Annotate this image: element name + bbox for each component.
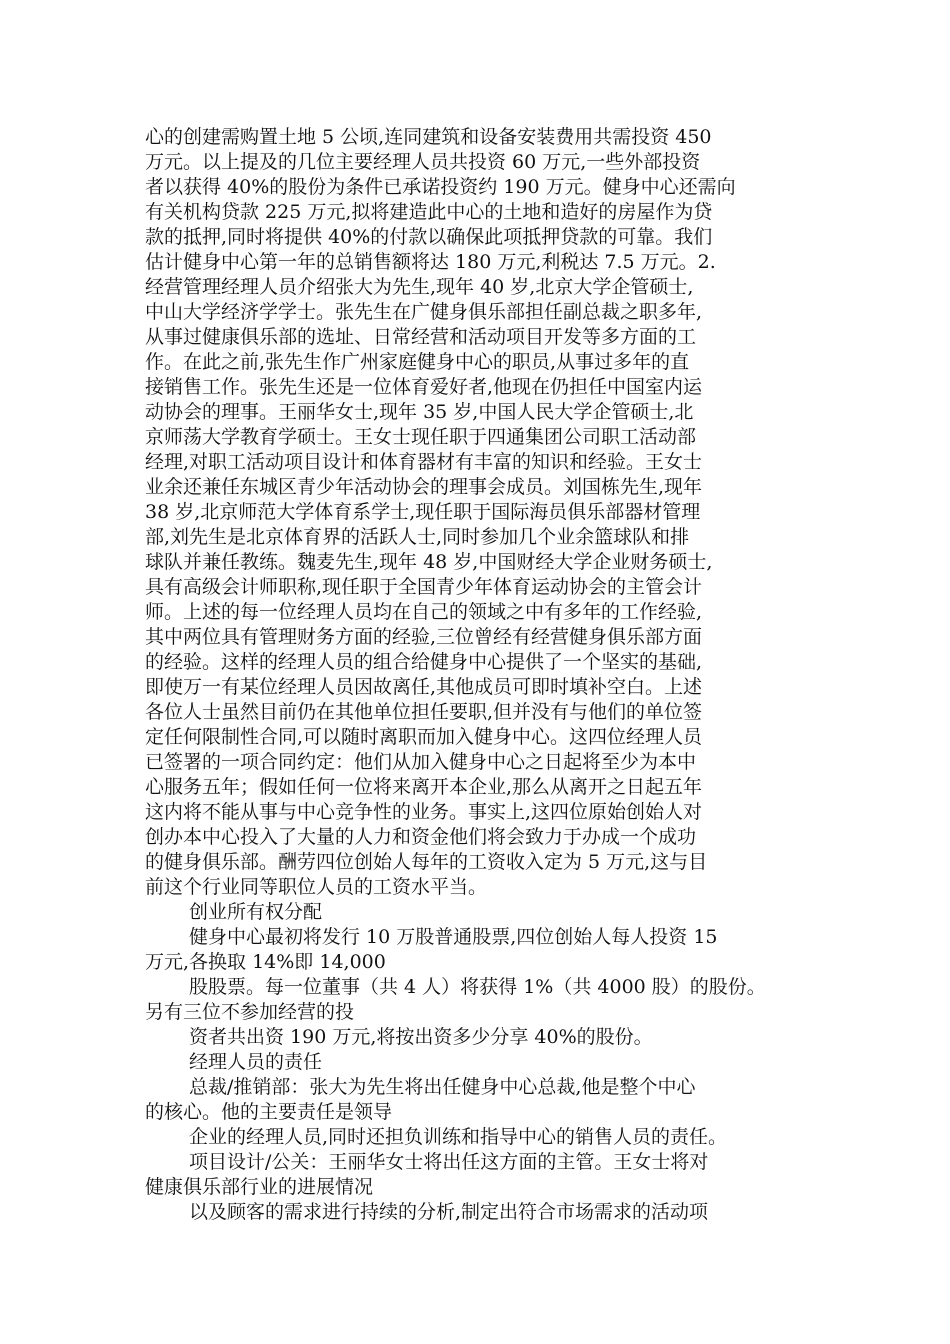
text-line: 的经验。这样的经理人员的组合给健身中心提供了一个坚实的基础,: [145, 651, 703, 673]
text-line: 的核心。他的主要责任是领导: [145, 1101, 393, 1123]
text-line: 定任何限制性合同,可以随时离职而加入健身中心。这四位经理人员: [145, 726, 703, 748]
text-line: 经营管理经理人员介绍张大为先生,现年 40 岁,北京大学企管硕士,: [145, 276, 694, 298]
text-line: 总裁/推销部：张大为先生将出任健身中心总裁,他是整个中心: [189, 1076, 696, 1098]
text-line: 股股票。每一位董事（共 4 人）将获得 1%（共 4000 股）的股份。: [189, 976, 766, 998]
text-line: 京师荡大学教育学硕士。王女士现任职于四通集团公司职工活动部: [145, 426, 697, 448]
text-line: 作。在此之前,张先生作广州家庭健身中心的职员,从事过多年的直: [145, 351, 690, 373]
text-line: 心服务五年；假如任何一位将来离开本企业,那么从离开之日起五年: [145, 776, 703, 798]
text-line: 的健身俱乐部。酬劳四位创始人每年的工资收入定为 5 万元,这与目: [145, 851, 708, 873]
text-line: 从事过健康俱乐部的选址、日常经营和活动项目开发等多方面的工: [145, 326, 697, 348]
text-line: 创业所有权分配: [189, 901, 323, 923]
text-line: 动协会的理事。王丽华女士,现年 35 岁,中国人民大学企管硕士,北: [145, 401, 694, 423]
text-line: 其中两位具有管理财务方面的经验,三位曾经有经营健身俱乐部方面: [145, 626, 703, 648]
text-line: 业余还兼任东城区青少年活动协会的理事会成员。刘国栋先生,现年: [145, 476, 703, 498]
text-line: 各位人士虽然目前仍在其他单位担任要职,但并没有与他们的单位签: [145, 701, 703, 723]
text-line: 这内将不能从事与中心竞争性的业务。事实上,这四位原始创始人对: [145, 801, 703, 823]
text-line: 即使万一有某位经理人员因故离任,其他成员可即时填补空白。上述: [145, 676, 703, 698]
text-line: 球队并兼任教练。魏麦先生,现年 48 岁,中国财经大学企业财务硕士,: [145, 551, 713, 573]
text-line: 中山大学经济学学士。张先生在广健身俱乐部担任副总裁之职多年,: [145, 301, 703, 323]
text-line: 前这个行业同等职位人员的工资水平当。: [145, 876, 488, 898]
text-line: 已签署的一项合同约定：他们从加入健身中心之日起将至少为本中: [145, 751, 697, 773]
text-line: 企业的经理人员,同时还担负训练和指导中心的销售人员的责任。: [189, 1126, 728, 1148]
text-line: 健康俱乐部行业的进展情况: [145, 1176, 374, 1198]
text-line: 接销售工作。张先生还是一位体育爱好者,他现在仍担任中国室内运: [145, 376, 703, 398]
text-line: 经理,对职工活动项目设计和体育器材有丰富的知识和经验。王女士: [145, 451, 703, 473]
text-line: 资者共出资 190 万元,将按出资多少分享 40%的股份。: [189, 1026, 653, 1048]
text-line: 款的抵押,同时将提供 40%的付款以确保此项抵押贷款的可靠。我们: [145, 226, 713, 248]
text-line: 以及顾客的需求进行持续的分析,制定出符合市场需求的活动项: [189, 1201, 709, 1223]
text-line: 师。上述的每一位经理人员均在自己的领域之中有多年的工作经验,: [145, 601, 703, 623]
text-line: 经理人员的责任: [189, 1051, 323, 1073]
text-line: 万元,各换取 14%即 14,000: [145, 951, 386, 973]
text-line: 万元。以上提及的几位主要经理人员共投资 60 万元,一些外部投资: [145, 151, 701, 173]
text-line: 有关机构贷款 225 万元,拟将建造此中心的土地和造好的房屋作为贷: [145, 201, 713, 223]
text-line: 者以获得 40%的股份为条件已承诺投资约 190 万元。健身中心还需向: [145, 176, 736, 198]
text-line: 项目设计/公关：王丽华女士将出任这方面的主管。王女士将对: [189, 1151, 709, 1173]
text-line: 估计健身中心第一年的总销售额将达 180 万元,利税达 7.5 万元。2.: [145, 251, 716, 273]
text-line: 心的创建需购置土地 5 公顷,连同建筑和设备安装费用共需投资 450: [145, 126, 712, 148]
text-line: 38 岁,北京师范大学体育系学士,现任职于国际海员俱乐部器材管理: [145, 501, 701, 523]
text-line: 健身中心最初将发行 10 万股普通股票,四位创始人每人投资 15: [189, 926, 718, 948]
document-body: [145, 125, 825, 1225]
text-line: 创办本中心投入了大量的人力和资金他们将会致力于办成一个成功: [145, 826, 697, 848]
text-line: 具有高级会计师职称,现任职于全国青少年体育运动协会的主管会计: [145, 576, 703, 598]
text-line: 另有三位不参加经营的投: [145, 1001, 355, 1023]
text-line: 部,刘先生是北京体育界的活跃人士,同时参加几个业余篮球队和排: [145, 526, 690, 548]
